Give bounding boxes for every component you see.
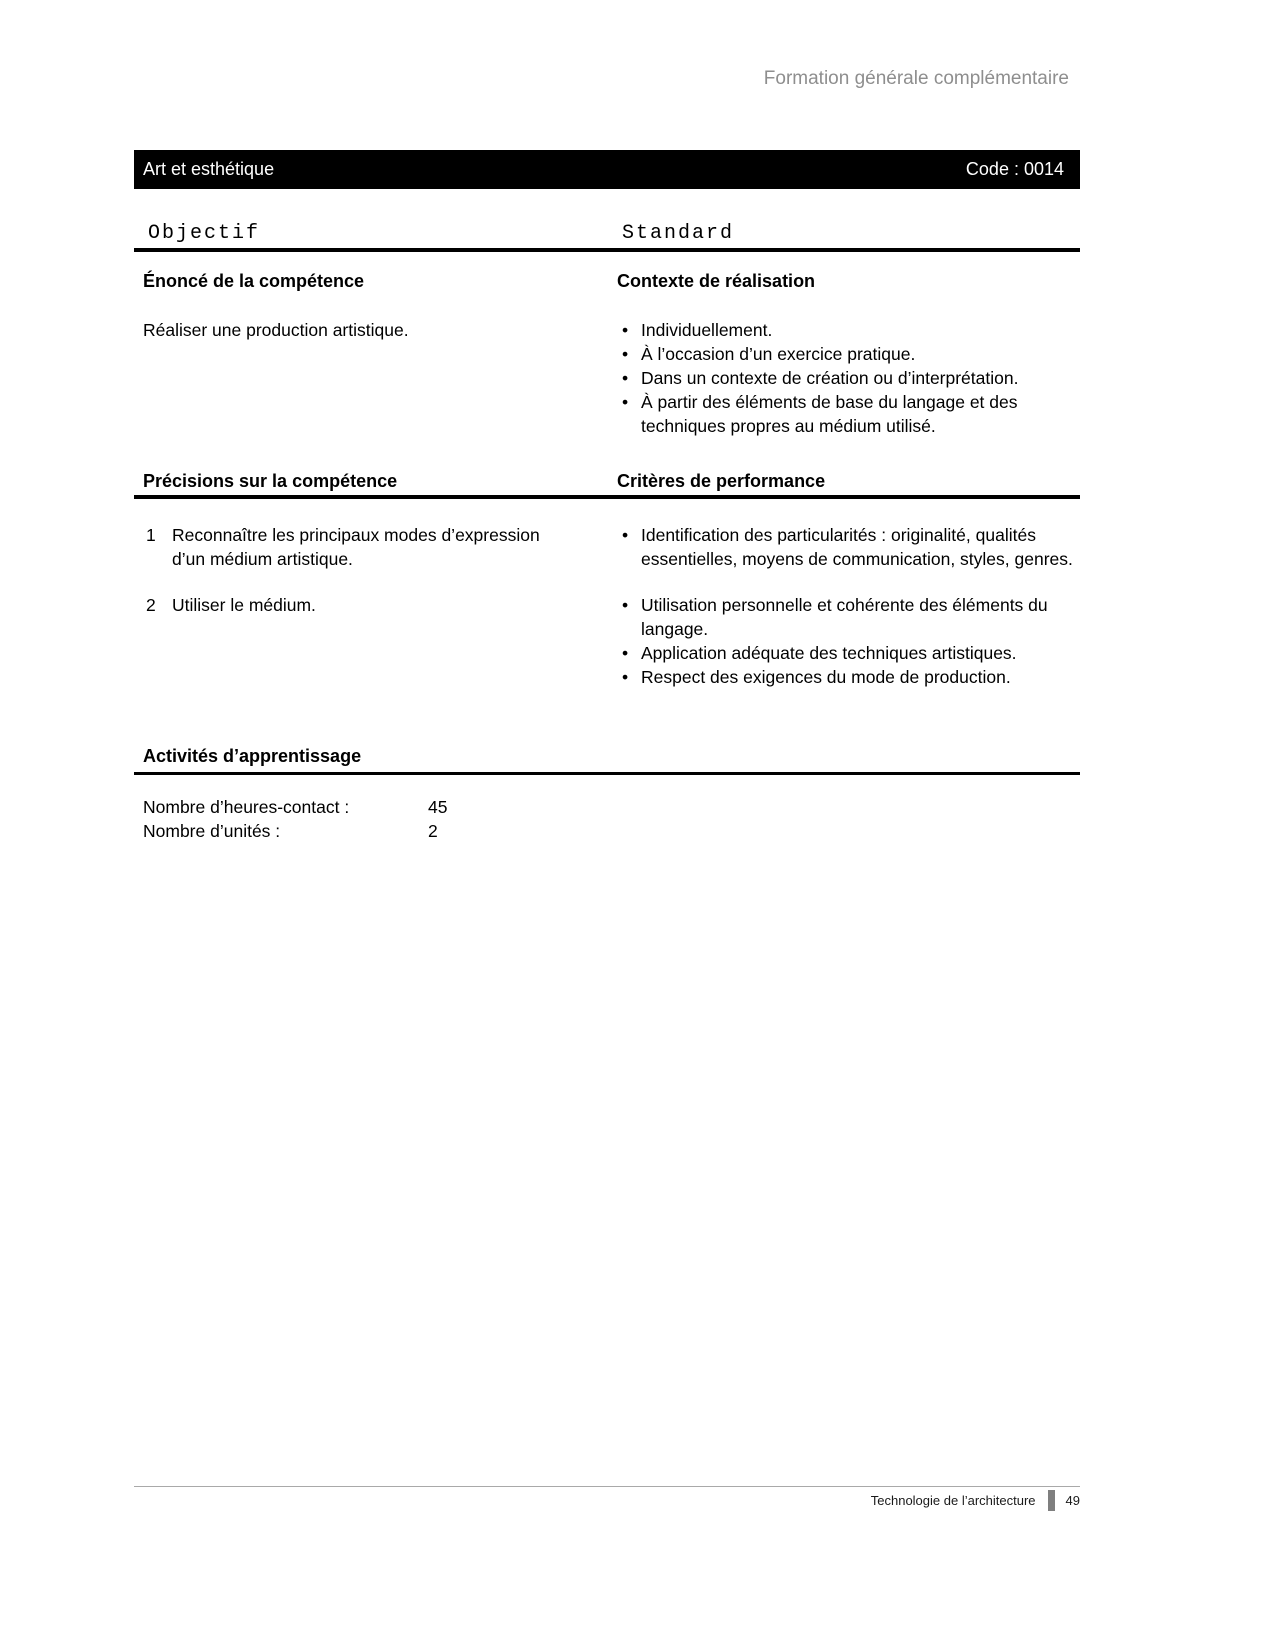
hours-row <box>143 795 447 819</box>
bullet-item <box>617 641 1075 665</box>
item-text: Reconnaître les principaux modes d’expression d’un médium artistique. <box>172 525 540 569</box>
course-title-bar <box>134 150 1080 189</box>
bullet-text: Application adéquate des techniques artistiques. <box>641 643 1017 663</box>
units-label: Nombre d’unités : <box>143 821 281 841</box>
objectif-column-header: Objectif <box>148 222 261 245</box>
course-title: Art et esthétique <box>143 159 275 179</box>
activites-heading: Activités d’apprentissage <box>143 746 362 766</box>
item-text: Utiliser le médium. <box>172 595 316 615</box>
enonce-text: Réaliser une production artistique. <box>143 320 409 340</box>
bullet-text: Respect des exigences du mode de production. <box>641 667 1011 687</box>
page-footer <box>134 1490 1080 1511</box>
bullet-text: À partir des éléments de base du langage et des techniques propres au médium utilisé. <box>641 392 1018 436</box>
course-code: Code : 0014 <box>965 159 1064 179</box>
item-number: 1 <box>146 525 156 545</box>
bullet-text: Utilisation personnelle et cohérente des éléments du langage. <box>641 595 1048 639</box>
precisions-criteres-body <box>134 523 1080 689</box>
precisions-criteres-header <box>134 470 1080 499</box>
precisions-heading: Précisions sur la compétence <box>143 471 398 491</box>
precision-item-1-cell <box>134 523 617 571</box>
item-number: 2 <box>146 595 156 615</box>
criteres-bullet-list-2 <box>617 593 1075 689</box>
footer-page-number: 49 <box>1065 1493 1080 1508</box>
criteres-heading: Critères de performance <box>617 471 826 491</box>
contexte-cell <box>617 270 1080 438</box>
bullet-item <box>617 390 1075 438</box>
bullet-item <box>617 366 1075 390</box>
precision-item <box>134 593 577 617</box>
footer-divider-bar <box>1048 1490 1055 1511</box>
precision-item <box>134 523 577 571</box>
criteres-group-2-cell <box>617 593 1080 689</box>
competence-context-section <box>134 270 1080 438</box>
bullet-item <box>617 318 1075 342</box>
column-headers <box>134 222 1080 248</box>
bullet-item <box>617 593 1075 641</box>
contexte-heading: Contexte de réalisation <box>617 271 816 291</box>
criteres-group-1-cell <box>617 523 1080 571</box>
footer-rule <box>134 1486 1080 1487</box>
precision-item-2-cell <box>134 593 617 689</box>
bullet-item <box>617 665 1075 689</box>
enonce-cell <box>134 270 617 438</box>
bullet-text: Individuellement. <box>641 320 773 340</box>
bullet-text: Identification des particularités : originalité, qualités essentielles, moyens de communication, styles, genres. <box>641 525 1073 569</box>
units-value: 2 <box>428 821 438 841</box>
units-row <box>143 819 447 843</box>
bullet-text: À l’occasion d’un exercice pratique. <box>641 344 916 364</box>
hours-block <box>143 795 447 843</box>
enonce-heading: Énoncé de la compétence <box>143 271 365 291</box>
bullet-text: Dans un contexte de création ou d’interprétation. <box>641 368 1019 388</box>
bullet-item <box>617 342 1075 366</box>
hours-value: 45 <box>428 797 448 817</box>
footer-program-label: Technologie de l’architecture <box>870 1493 1036 1508</box>
header-rule <box>134 248 1080 252</box>
standard-column-header: Standard <box>622 222 735 245</box>
activites-header <box>134 745 1080 775</box>
contexte-bullet-list <box>617 318 1075 438</box>
hours-label: Nombre d’heures-contact : <box>143 797 350 817</box>
criteres-bullet-list-1 <box>617 523 1075 571</box>
running-header: Formation générale complémentaire <box>763 68 1069 89</box>
bullet-item <box>617 523 1075 571</box>
